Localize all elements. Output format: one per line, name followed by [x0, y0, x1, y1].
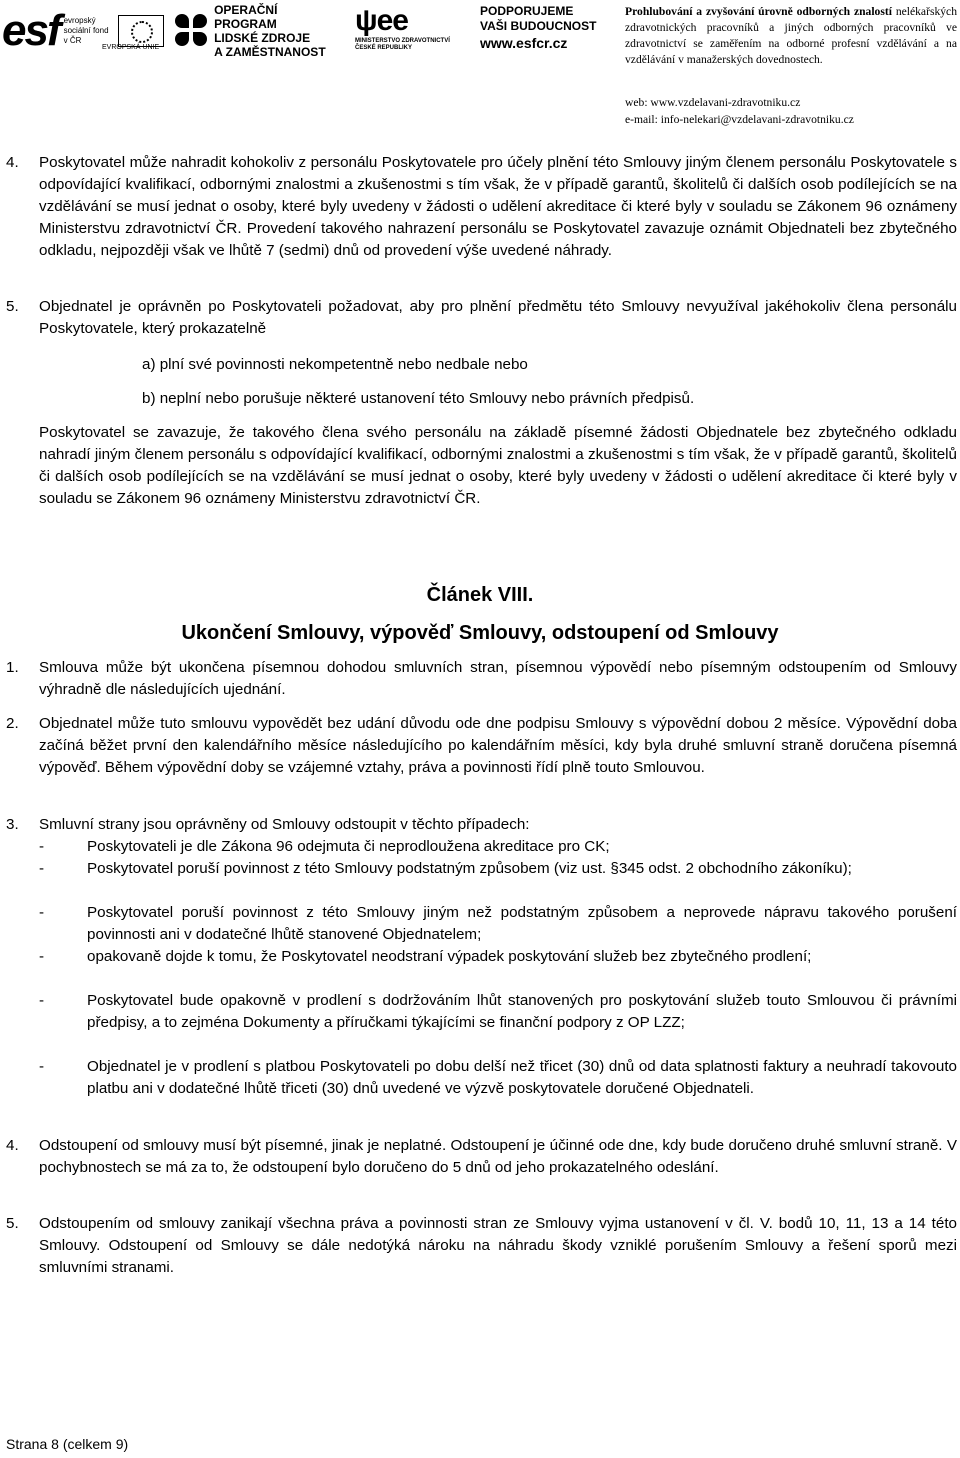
list-item-text: Poskytovatel bude opakovně v prodlení s dodržováním lhůt stanovených pro poskytování služeb touto Smlouvou či právními předpisy, a to zejména Dokumenty a příručkami týkajícími se finanční podpory z OP LZZ;	[87, 992, 957, 1031]
article-title: Ukončení Smlouvy, výpověď Smlouvy, odstoupení od Smlouvy	[181, 622, 779, 644]
esfcr-line2: VAŠI BUDOUCNOST	[480, 19, 597, 33]
ministry-logo	[355, 4, 470, 58]
esf-logo	[2, 4, 167, 58]
ministry-mark: ψee	[355, 4, 408, 37]
list-dash: -	[39, 904, 45, 921]
article-point-4: Odstoupení od smlouvy musí být písemné, jinak je neplatné. Odstoupení je účinné ode dne, kdy bude doručeno druhé smluvní straně. V pochybnostech se má za to, že odstoupení bylo doručeno do 5 dnů od jeho prokazatelného odeslání.	[39, 1137, 957, 1176]
project-line1: Prohlubování a zvyšování úrovně odborných znalostí	[625, 5, 892, 18]
item-number: 5.	[6, 298, 19, 315]
project-rest: nelékařských zdravotnických pracovníků a jiných odborných pracovníků ve zdravotnictví se zaměřením na odborné profesní vzdělávání a na vzdělávání v manažerských dovednostech.	[625, 5, 957, 66]
project-description	[625, 4, 957, 68]
paragraph-5-b: b) neplní nebo porušuje některé ustanovení této Smlouvy nebo právních předpisů.	[142, 390, 695, 407]
contact-block	[625, 94, 854, 128]
email-link[interactable]: e-mail: info-nelekari@vzdelavani-zdravotniku.cz	[625, 113, 854, 126]
ministry-caption2: ČESKÉ REPUBLIKY	[355, 45, 413, 51]
article-point-1: Smlouva může být ukončena písemnou dohodou smluvních stran, písemnou výpovědí nebo písemným odstoupením od Smlouvy výhradně dle následujících ujednání.	[39, 659, 957, 698]
paragraph-5-a: a) plní své povinnosti nekompetentně nebo nedbale nebo	[142, 356, 528, 373]
paragraph-5-follow: Poskytovatel se zavazuje, že takového člena svého personálu na základě písemné žádosti Objednatele bez zbytečného odkladu nahradí jiným členem personálu s odpovídající kvalifikací, odbornými znalostmi a zkušenostmi s tím však, že v případě garantů, školitelů či dalších osob podílejících se na vzdělávání se musí jednat o osoby, které byly uvedeny v žádosti o udělení akreditace či které byly v souladu se Zákonem 96 oznámeny Ministerstvu zdravotnictví ČR.	[39, 424, 957, 507]
item-number: 5.	[6, 1215, 19, 1232]
list-item-text: Poskytovateli je dle Zákona 96 odejmuta či neprodloužena akreditace pro CK;	[87, 838, 610, 855]
op-text	[214, 3, 340, 59]
esfcr-line1: PODPORUJEME	[480, 4, 574, 18]
op-line3: A ZAMĚSTNANOST	[214, 45, 326, 59]
list-item-text: opakovaně dojde k tomu, že Poskytovatel neodstraní výpadek poskytování služeb bez zbytečného prodlení;	[87, 948, 812, 965]
op-lzz-logo	[175, 4, 340, 58]
op-line2: LIDSKÉ ZDROJE	[214, 31, 311, 45]
list-item-text: Poskytovatel poruší povinnost z této Smlouvy podstatným způsobem (viz ust. §345 odst. 2 obchodního zákoníku);	[87, 860, 852, 877]
op-line1: OPERAČNÍ PROGRAM	[214, 3, 278, 31]
esf-caption: evropský sociální fond v ČR	[63, 16, 109, 45]
ministry-caption1: MINISTERSTVO ZDRAVOTNICTVÍ	[355, 38, 450, 44]
article-point-2: Objednatel může tuto smlouvu vypovědět bez udání důvodu ode dne podpisu Smlouvy s výpovědní dobou 2 měsíce. Výpovědní doba začíná běžet první den kalendářního měsíce následujícího po kalendářním měsíci, kdy byla druhé smluvní straně doručena písemná výpověď. Během výpovědní doby se vzájemné vztahy, práva a povinnosti řídí plně touto Smlouvou.	[39, 715, 957, 776]
web-link[interactable]: web: www.vzdelavani-zdravotniku.cz	[625, 96, 801, 109]
eu-caption: EVROPSKÁ UNIE	[102, 44, 160, 51]
list-dash: -	[39, 860, 45, 877]
list-dash: -	[39, 838, 45, 855]
list-dash: -	[39, 948, 45, 965]
esfcr-url: www.esfcr.cz	[480, 35, 568, 51]
list-dash: -	[39, 992, 45, 1009]
paragraph-4: Poskytovatel může nahradit kohokoliv z personálu Poskytovatele pro účely plnění této Smlouvy jiným členem personálu Poskytovatele s odpovídající kvalifikací, odbornými znalostmi a zkušenostmi s tím však, že v případě garantů, školitelů či dalších osob podílejících se na vzdělávání se musí jednat o osoby, které byly uvedeny v žádosti o udělení akreditace či které byly v souladu se Zákonem 96 oznámeny Ministerstvu zdravotnictví ČR. Provedení takového nahrazení personálu se Poskytovatel zavazuje oznámit Objednateli bez zbytečného odkladu, nejpozději však ve lhůtě 7 (sedmi) dnů od provedení výše uvedené náhrady.	[39, 154, 957, 259]
op-leaf-icon	[175, 14, 208, 48]
list-item-text: Poskytovatel poruší povinnost z této Smlouvy jiným než podstatným způsobem a neprovede nápravu takového porušení povinnosti ani v dodatečné lhůtě stanovené Objednatelem;	[87, 904, 957, 943]
list-dash: -	[39, 1058, 45, 1075]
item-number: 1.	[6, 659, 19, 676]
eu-flag-icon	[118, 15, 164, 47]
article-point-3: Smluvní strany jsou oprávněny od Smlouvy odstoupit v těchto případech:	[39, 816, 530, 833]
page-header	[0, 0, 960, 130]
article-point-5: Odstoupením od smlouvy zanikají všechna práva a povinnosti stran ze Smlouvy vyjma ustanovení v čl. V. bodů 10, 11, 13 a 14 této Smlouvy. Odstoupení od Smlouvy se dále nedotýká nároku na náhradu škody vzniklé porušením Smlouvy a řešení sporů mezi smluvními stranami.	[39, 1215, 957, 1276]
esfcr-logo	[480, 4, 615, 58]
item-number: 2.	[6, 715, 19, 732]
paragraph-5: Objednatel je oprávněn po Poskytovateli požadovat, aby pro plnění předmětu této Smlouvy nevyužíval jakéhokoliv člena personálu Poskytovatele, který prokazatelně	[39, 298, 957, 337]
item-number: 4.	[6, 154, 19, 171]
page-footer: Strana 8 (celkem 9)	[6, 1436, 129, 1452]
item-number: 3.	[6, 816, 19, 833]
article-number: Článek VIII.	[426, 584, 534, 606]
list-item-text: Objednatel je v prodlení s platbou Poskytovateli po dobu delší než třicet (30) dnů od data splatnosti faktury a neuhradí takovouto platbu ani v dodatečné lhůtě třiceti (30) dnů uvedené ve výzvě poskytovatele doručené Objednateli.	[87, 1058, 957, 1097]
item-number: 4.	[6, 1137, 19, 1154]
esf-mark: esf	[2, 6, 60, 55]
